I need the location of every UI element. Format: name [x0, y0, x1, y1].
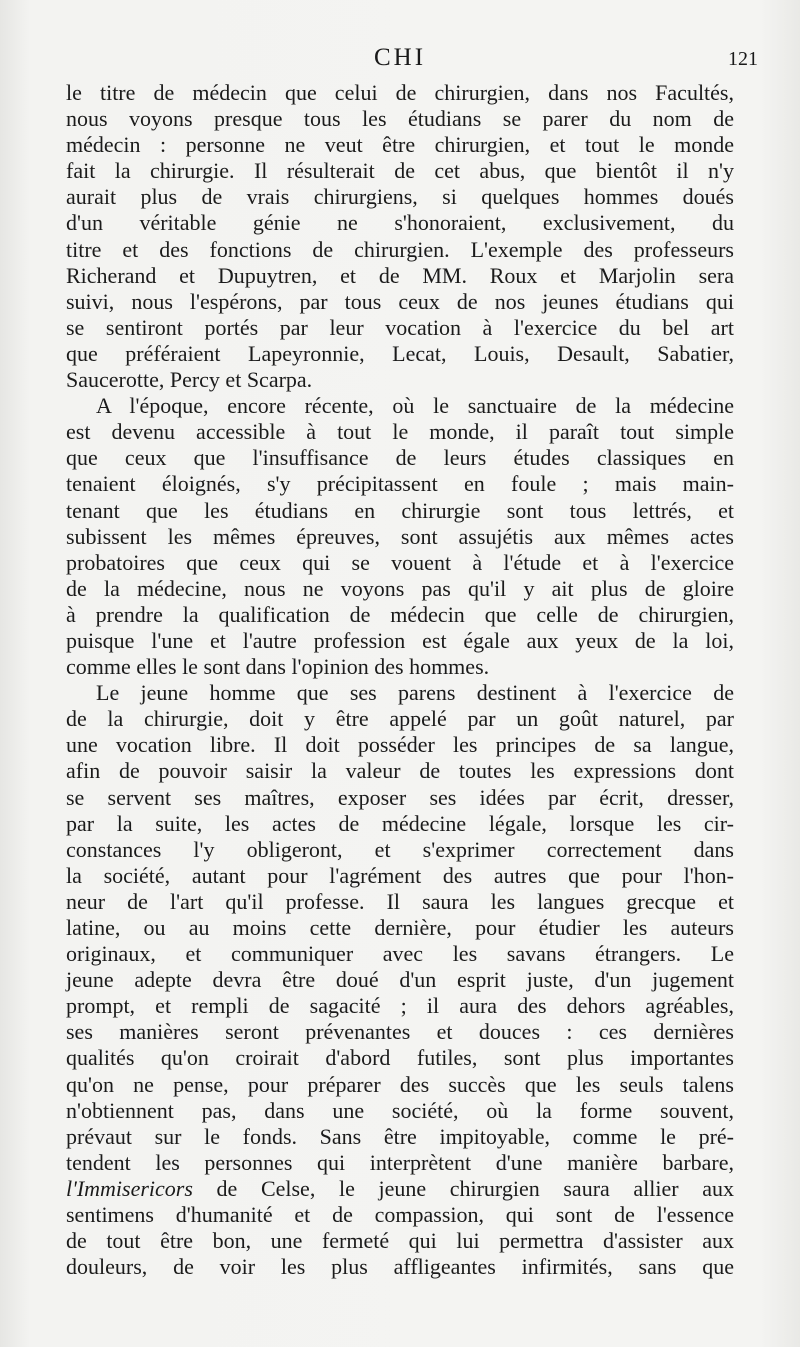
running-head [0, 44, 800, 76]
paragraph-start-line: Le jeune homme que ses parens destinent à l'exercice de [96, 680, 734, 706]
text-line: à prendre la qualification de médecin que celle de chirurgien, [66, 601, 734, 627]
text-line: douleurs, de voir les plus affligeantes infirmités, sans que [66, 1254, 734, 1280]
text-line: une vocation libre. Il doit posséder les principes de sa langue, [66, 732, 734, 758]
text-line: prévaut sur le fonds. Sans être impitoyable, comme le pré- [66, 1123, 734, 1149]
text-line: médecin : personne ne veut être chirurgien, et tout le monde [66, 132, 734, 158]
text-line: afin de pouvoir saisir la valeur de toutes les expressions dont [66, 758, 734, 784]
text-line: neur de l'art qu'il professe. Il saura les langues grecque et [66, 888, 734, 914]
text-line: probatoires que ceux qui se vouent à l'étude et à l'exercice [66, 549, 734, 575]
text-line: la société, autant pour l'agrément des autres que pour l'hon- [66, 862, 734, 888]
text-line: par la suite, les actes de médecine légale, lorsque les cir- [66, 810, 734, 836]
text-line-with-italic [66, 1176, 734, 1202]
paragraph-end-line: comme elles le sont dans l'opinion des hommes. [66, 654, 490, 680]
text-line-rest: de Celse, le jeune chirurgien saura allier aux [192, 1175, 734, 1201]
text-line: de la médecine, nous ne voyons pas qu'il y ait plus de gloire [66, 575, 734, 601]
text-line: latine, ou au moins cette dernière, pour étudier les auteurs [66, 915, 734, 940]
text-line: titre et des fonctions de chirurgien. L'exemple des professeurs [66, 236, 734, 262]
paragraph-end-line: Saucerotte, Percy et Scarpa. [66, 367, 313, 393]
text-line: n'obtiennent pas, dans une société, où la forme souvent, [66, 1097, 734, 1123]
italic-term: l'Immisericors [66, 1175, 193, 1201]
text-line: d'un véritable génie ne s'honoraient, exclusivement, du [66, 210, 734, 236]
text-line: nous voyons presque tous les étudians se parer du nom de [66, 106, 734, 132]
text-line: de tout être bon, une fermeté qui lui permettra d'assister aux [66, 1228, 734, 1254]
text-line: puisque l'une et l'autre profession est égale aux yeux de la loi, [66, 627, 734, 653]
text-line: qu'on ne pense, pour préparer des succès que les seuls talens [66, 1071, 734, 1097]
text-line: tendent les personnes qui interprètent d'une manière barbare, [66, 1149, 734, 1175]
text-line: de la chirurgie, doit y être appelé par un goût naturel, par [66, 706, 734, 732]
page-number: 121 [728, 48, 758, 70]
text-line: le titre de médecin que celui de chirurgien, dans nos Facultés, [66, 80, 734, 105]
text-line: tenant que les étudians en chirurgie sont tous lettrés, et [66, 497, 734, 523]
text-line: jeune adepte devra être doué d'un esprit juste, d'un jugement [66, 967, 734, 993]
text-line: originaux, et communiquer avec les savans étrangers. Le [66, 941, 734, 967]
text-line: suivi, nous l'espérons, par tous ceux de nos jeunes étudians qui [66, 288, 734, 314]
paragraph-start-line: A l'époque, encore récente, où le sanctuaire de la médecine [96, 393, 734, 419]
text-line: sentimens d'humanité et de compassion, qui sont de l'essence [66, 1202, 734, 1228]
text-line: se sentiront portés par leur vocation à l'exercice du bel art [66, 314, 734, 340]
text-line: que ceux que l'insuffisance de leurs études classiques en [66, 445, 734, 471]
text-line: que préféraient Lapeyronnie, Lecat, Louis, Desault, Sabatier, [66, 340, 734, 366]
running-title: CHI [373, 44, 427, 71]
text-line: Richerand et Dupuytren, et de MM. Roux et Marjolin sera [66, 262, 734, 288]
text-line: tenaient éloignés, s'y précipitassent en foule ; mais main- [66, 471, 734, 497]
text-line: prompt, et rempli de sagacité ; il aura des dehors agréables, [66, 993, 734, 1019]
text-line: fait la chirurgie. Il résulterait de cet abus, que bientôt il n'y [66, 158, 734, 184]
text-line: est devenu accessible à tout le monde, il paraît tout simple [66, 419, 734, 445]
text-line: qualités qu'on croirait d'abord futiles, sont plus importantes [66, 1045, 734, 1071]
text-line: subissent les mêmes épreuves, sont assujétis aux mêmes actes [66, 523, 734, 549]
body-text [66, 80, 734, 1280]
text-line: constances l'y obligeront, et s'exprimer correctement dans [66, 836, 734, 862]
text-line: ses manières seront prévenantes et douces : ces dernières [66, 1019, 734, 1045]
text-line: aurait plus de vrais chirurgiens, si quelques hommes doués [66, 184, 734, 210]
text-line: se servent ses maîtres, exposer ses idées par écrit, dresser, [66, 784, 734, 810]
